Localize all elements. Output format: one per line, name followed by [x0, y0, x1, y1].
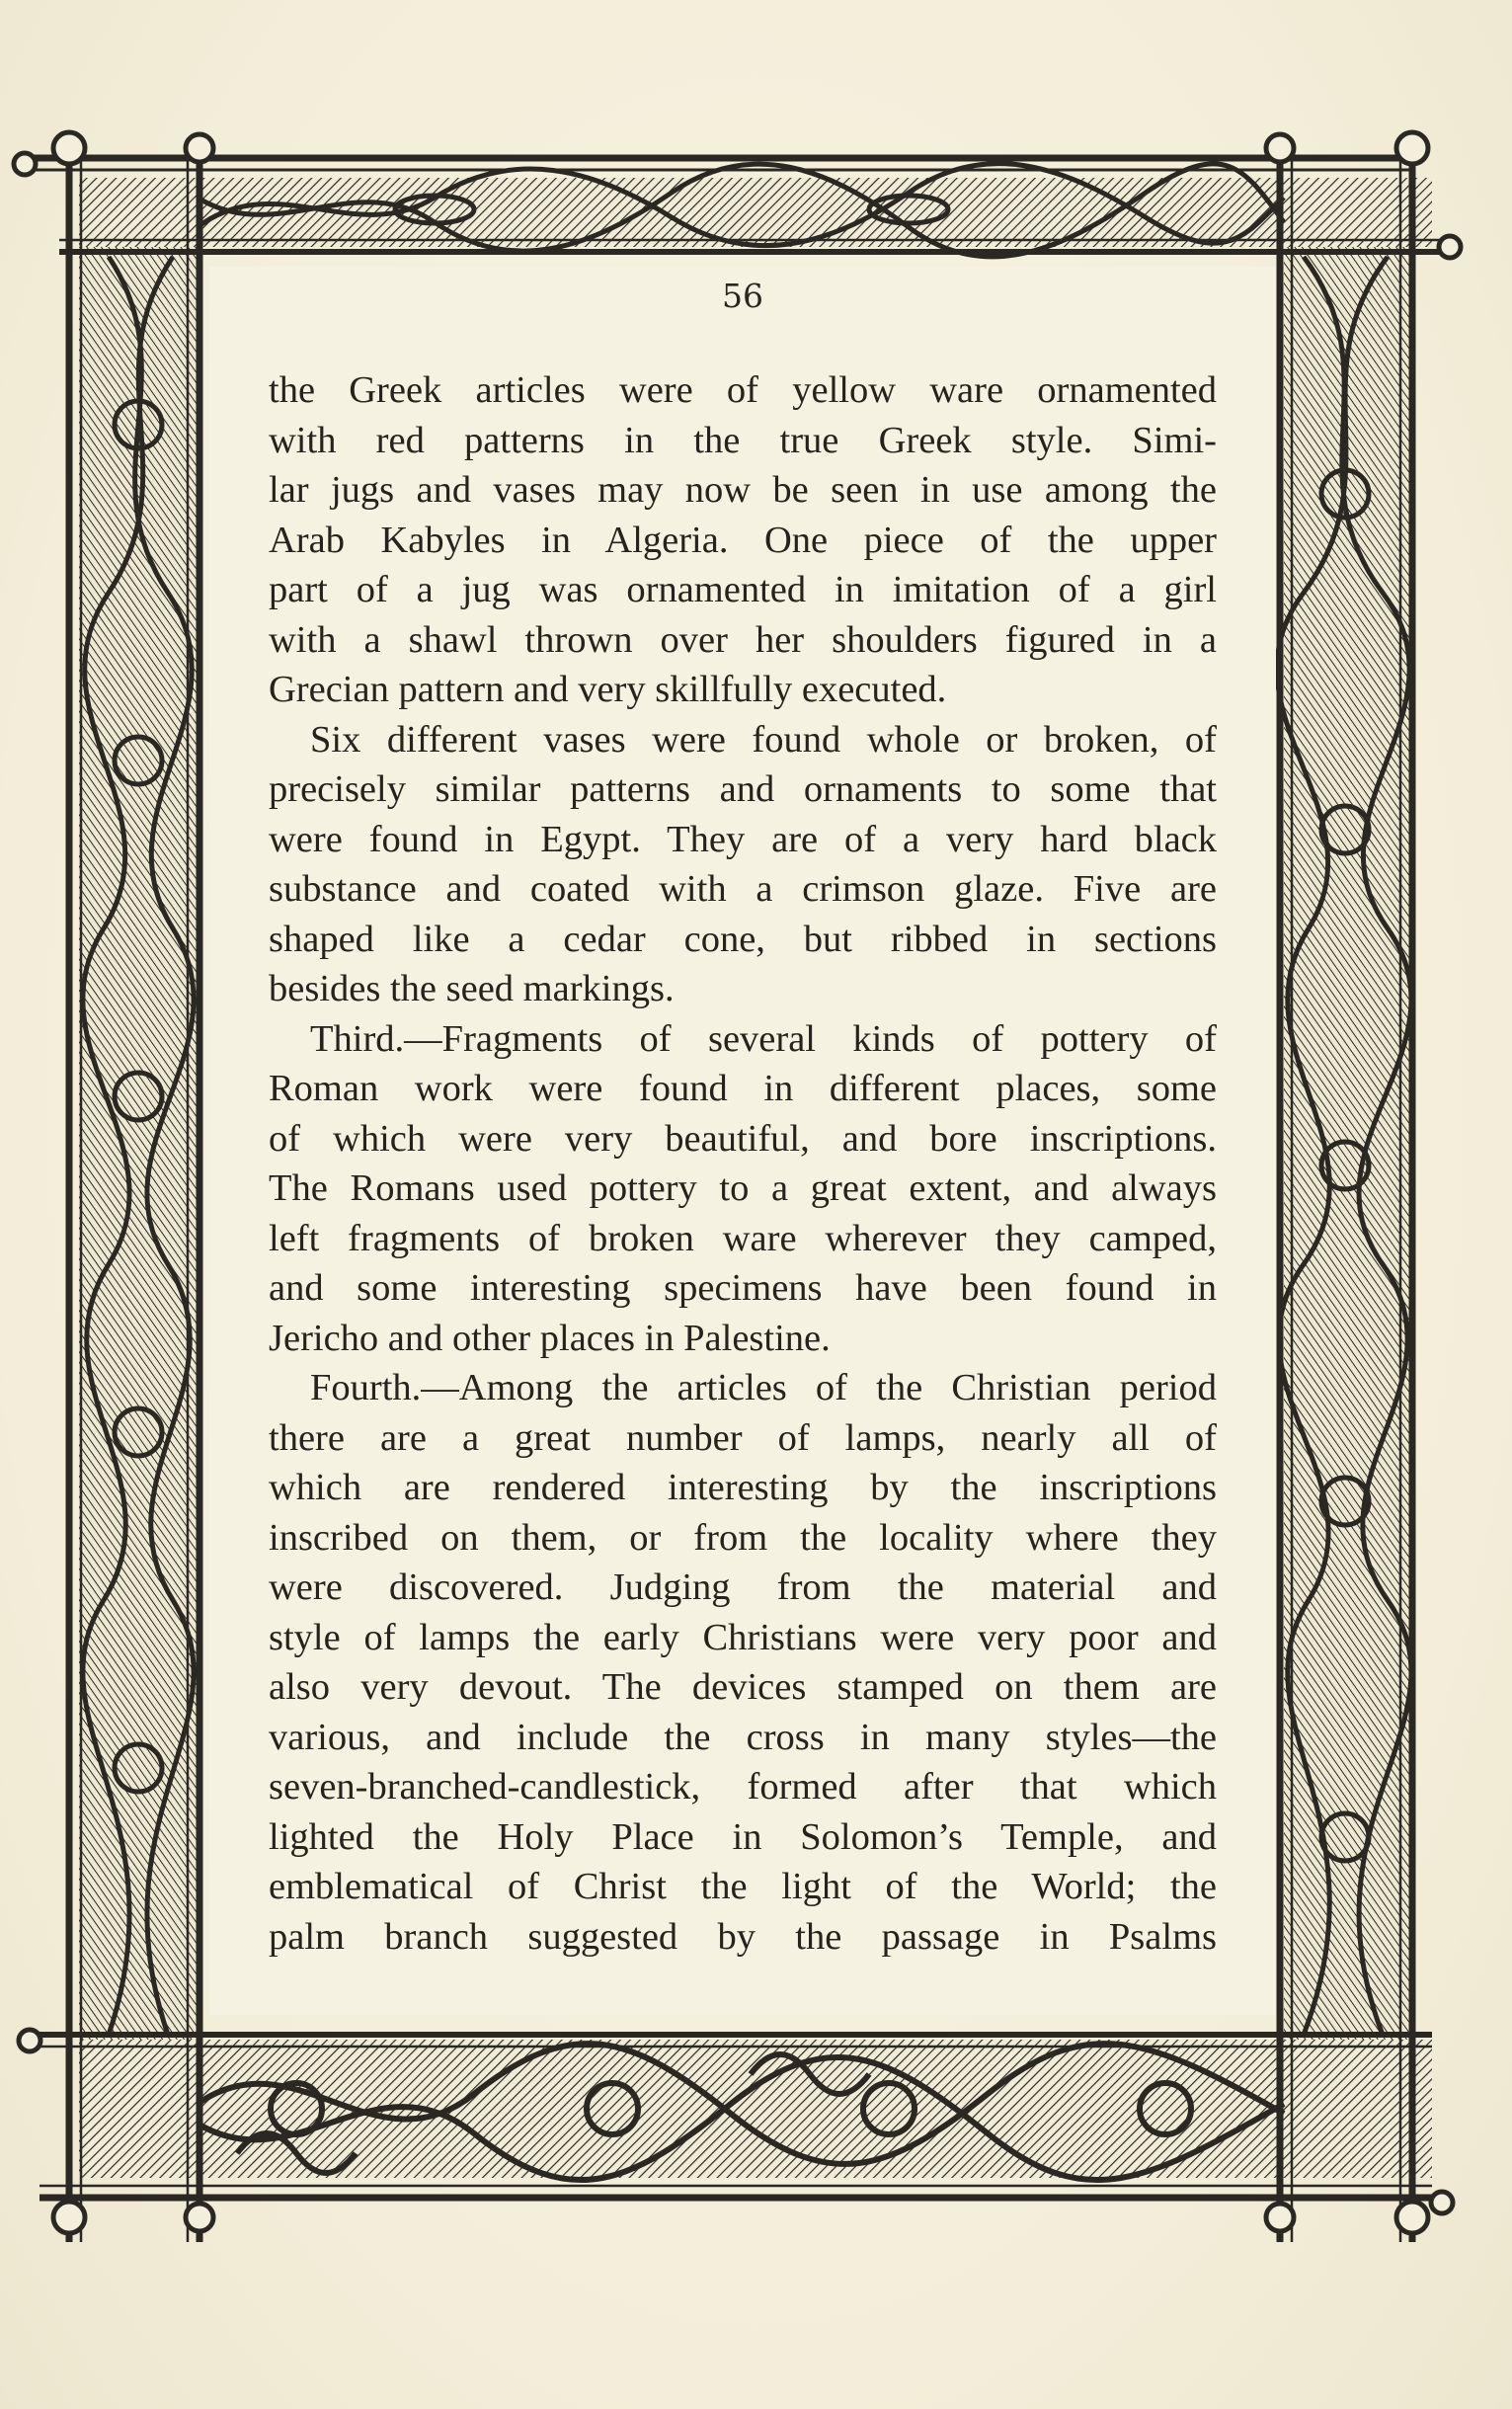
text-line: The Romans used pottery to a great extent, and always	[269, 1167, 1217, 1209]
text-line: part of a jug was ornamented in imitation of a girl	[269, 569, 1217, 610]
text-panel	[209, 267, 1276, 2015]
page-number: 56	[722, 277, 763, 315]
text-line: precisely similar patterns and ornaments to some that	[269, 768, 1217, 810]
text-line: Roman work were found in different places, some	[269, 1068, 1217, 1109]
text-line: style of lamps the early Christians were very poor and	[269, 1616, 1217, 1658]
text-line: lighted the Holy Place in Solomon’s Temple, and	[269, 1815, 1217, 1858]
text-line: lar jugs and vases may now be seen in use among the	[269, 469, 1217, 511]
text-line: Jericho and other places in Palestine.	[269, 1317, 831, 1359]
text-line: which are rendered interesting by the inscriptions	[269, 1467, 1217, 1508]
text-line: and some interesting specimens have been found in	[269, 1267, 1217, 1309]
text-line: Third.—Fragments of several kinds of pottery of	[310, 1017, 1217, 1060]
text-line: Six different vases were found whole or broken, of	[310, 718, 1217, 761]
text-line: left fragments of broken ware wherever they camped,	[269, 1217, 1217, 1259]
text-line: were discovered. Judging from the material and	[269, 1566, 1217, 1608]
text-line: Fourth.—Among the articles of the Christian period	[310, 1367, 1217, 1408]
text-line: besides the seed markings.	[269, 968, 675, 1009]
text-line: palm branch suggested by the passage in Psalms	[269, 1915, 1217, 1958]
text-line: there are a great number of lamps, nearly all of	[269, 1416, 1217, 1459]
text-line: substance and coated with a crimson glaze. Five are	[269, 868, 1217, 910]
text-line: Arab Kabyles in Algeria. One piece of the upper	[269, 519, 1217, 561]
text-line: of which were very beautiful, and bore inscriptions.	[269, 1117, 1217, 1160]
text-line: Grecian pattern and very skillfully executed.	[269, 669, 947, 710]
text-line: with a shawl thrown over her shoulders figured in a	[269, 618, 1217, 661]
text-line: also very devout. The devices stamped on them are	[269, 1666, 1217, 1708]
text-line: seven-branched-candlestick, formed after that which	[269, 1766, 1217, 1807]
body-text	[269, 365, 1217, 1962]
text-line: emblematical of Christ the light of the World; the	[269, 1866, 1217, 1907]
text-line: various, and include the cross in many styles—the	[269, 1716, 1217, 1758]
text-line: shaped like a cedar cone, but ribbed in sections	[269, 918, 1217, 960]
text-line: inscribed on them, or from the locality where they	[269, 1516, 1217, 1559]
text-line: were found in Egypt. They are of a very hard black	[269, 818, 1217, 860]
text-line: with red patterns in the true Greek style. Simi-	[269, 419, 1217, 461]
text-line: the Greek articles were of yellow ware ornamented	[269, 369, 1217, 411]
